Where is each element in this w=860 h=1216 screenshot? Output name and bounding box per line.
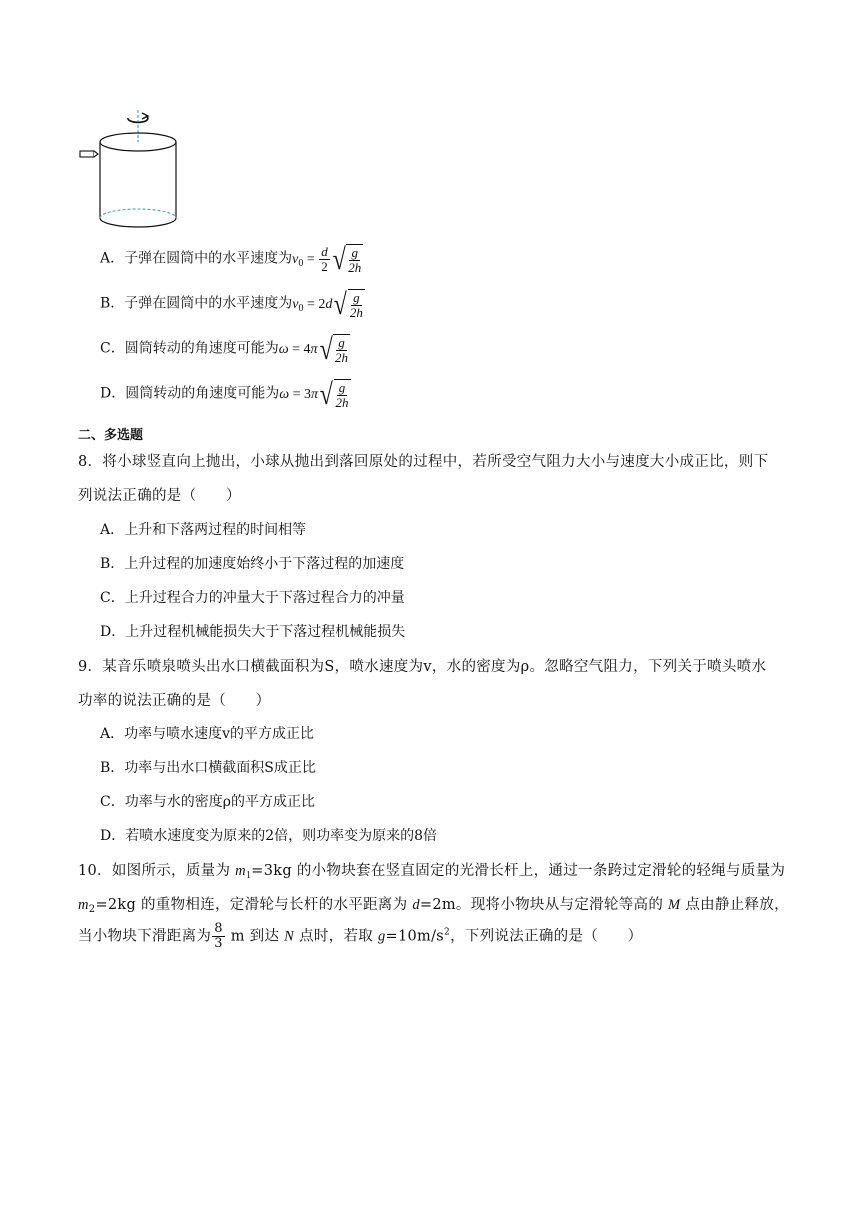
radicand-numerator: g: [338, 335, 345, 350]
option-d-text: D．圆筒转动的角速度可能为: [100, 385, 280, 402]
q8-option-a: A．上升和下落两过程的时间相等: [100, 522, 307, 538]
cylinder-bottom-front: [100, 218, 176, 227]
sqrt: √ $\frac{g}{2h}$: [332, 242, 362, 276]
radicand-denominator: 2h: [335, 395, 349, 410]
option-c-text: C．圆筒转动的角速度可能为: [100, 340, 279, 357]
var-omega: ω: [279, 386, 290, 402]
q10-text: =2kg 的重物相连，定滑轮与长杆的水平距离为: [95, 897, 413, 913]
superscript: 2: [444, 927, 451, 938]
pi: π: [311, 386, 319, 402]
sqrt: √ $\frac{g}{2h}$: [334, 287, 363, 321]
q9-stem-line2: 功率的说法正确的是（ ）: [78, 693, 271, 709]
option-a-text: A．子弹在圆筒中的水平速度为: [100, 250, 293, 267]
var-omega: ω: [278, 341, 289, 357]
q8-stem-line1: 8．将小球竖直向上抛出，小球从抛出到落回原处的过程中，若所受空气阻力大小与速度大小成正比，则下: [78, 454, 769, 470]
var-m: m: [78, 897, 89, 913]
equals-coefficient: = 2: [303, 296, 326, 312]
denominator: 3: [214, 936, 223, 951]
q10-stem-line1: [78, 859, 785, 881]
numerator: 8: [214, 921, 223, 936]
q10-text: ，下列说法正确的是（ ）: [450, 928, 643, 945]
q8-option-d: D．上升过程机械能损失大于下落过程机械能损失: [100, 624, 406, 640]
var-M: M: [668, 897, 681, 913]
q9-option-d: D．若喷水速度变为原来的2倍，则功率变为原来的8倍: [100, 828, 438, 844]
q10-stem-line2: [78, 893, 789, 915]
var-g: g: [377, 928, 386, 945]
q7-option-d: [100, 379, 352, 410]
denominator: 2: [321, 259, 328, 274]
radicand-denominator: 2h: [348, 260, 362, 275]
radicand-denominator: 2h: [335, 350, 348, 365]
var-N: N: [284, 928, 295, 945]
sqrt: √ $\frac{g}{2h}$: [319, 332, 348, 366]
section-heading: 二、多选题: [78, 428, 144, 443]
q10-text: m 到达: [225, 928, 285, 945]
q7-option-c: [100, 334, 351, 365]
q10-text: =2m。现将小物块从与定滑轮等高的: [419, 897, 669, 913]
q10-text: =10m/s: [385, 928, 445, 945]
subscript: 0: [298, 257, 304, 269]
equals-coefficient: = 3: [289, 386, 312, 402]
subscript: 0: [298, 302, 304, 314]
numerator: d: [321, 244, 328, 259]
var-d: d: [325, 296, 333, 312]
q7-option-b: [100, 289, 366, 320]
cylinder-bottom-back: [100, 209, 176, 218]
radicand-denominator: 2h: [349, 305, 363, 320]
q10-text: 点时，若取: [294, 928, 378, 945]
sqrt: √ $\frac{g}{2h}$: [319, 377, 349, 411]
pi: π: [310, 341, 318, 357]
q9-option-b: B．功率与出水口横截面积S成正比: [100, 760, 316, 776]
var-v: v: [292, 296, 299, 312]
subscript: 1: [245, 870, 252, 881]
fraction: [212, 922, 225, 951]
radicand-numerator: g: [351, 245, 358, 260]
fraction: [319, 245, 330, 274]
var-d: d: [412, 897, 420, 913]
q9-option-a: A．功率与喷水速度v的平方成正比: [100, 726, 315, 742]
equals-coefficient: = 4: [288, 341, 311, 357]
var-m: m: [235, 863, 246, 879]
q10-text: =3kg 的小物块套在竖直固定的光滑长杆上，通过一条跨过定滑轮的轻绳与质量为: [251, 863, 786, 879]
gun-icon: [80, 151, 98, 157]
radicand-numerator: g: [338, 380, 346, 395]
q9-option-c: C．功率与水的密度ρ的平方成正比: [100, 794, 315, 810]
q10-text: 点由静止释放，: [680, 897, 789, 913]
q10-text: 10．如图所示，质量为: [78, 863, 236, 879]
var-v: v: [292, 251, 299, 267]
radicand-numerator: g: [353, 290, 360, 305]
q10-stem-line3: [78, 922, 642, 951]
option-b-text: B．子弹在圆筒中的水平速度为: [100, 295, 293, 312]
q7-option-a: [100, 244, 364, 275]
equals: =: [303, 251, 319, 267]
rotating-cylinder-figure: [76, 108, 186, 230]
subscript: 2: [88, 904, 96, 915]
q8-stem-line2: 列说法正确的是（ ）: [78, 488, 241, 504]
q10-text: 当小物块下滑距离为: [78, 928, 212, 945]
q9-stem-line1: 9．某音乐喷泉喷头出水口横截面积为S，喷水速度为v，水的密度为ρ。忽略空气阻力，下列关于喷头喷水: [78, 659, 767, 675]
q8-option-b: B．上升过程的加速度始终小于下落过程的加速度: [100, 556, 405, 572]
q8-option-c: C．上升过程合力的冲量大于下落过程合力的冲量: [100, 590, 405, 606]
